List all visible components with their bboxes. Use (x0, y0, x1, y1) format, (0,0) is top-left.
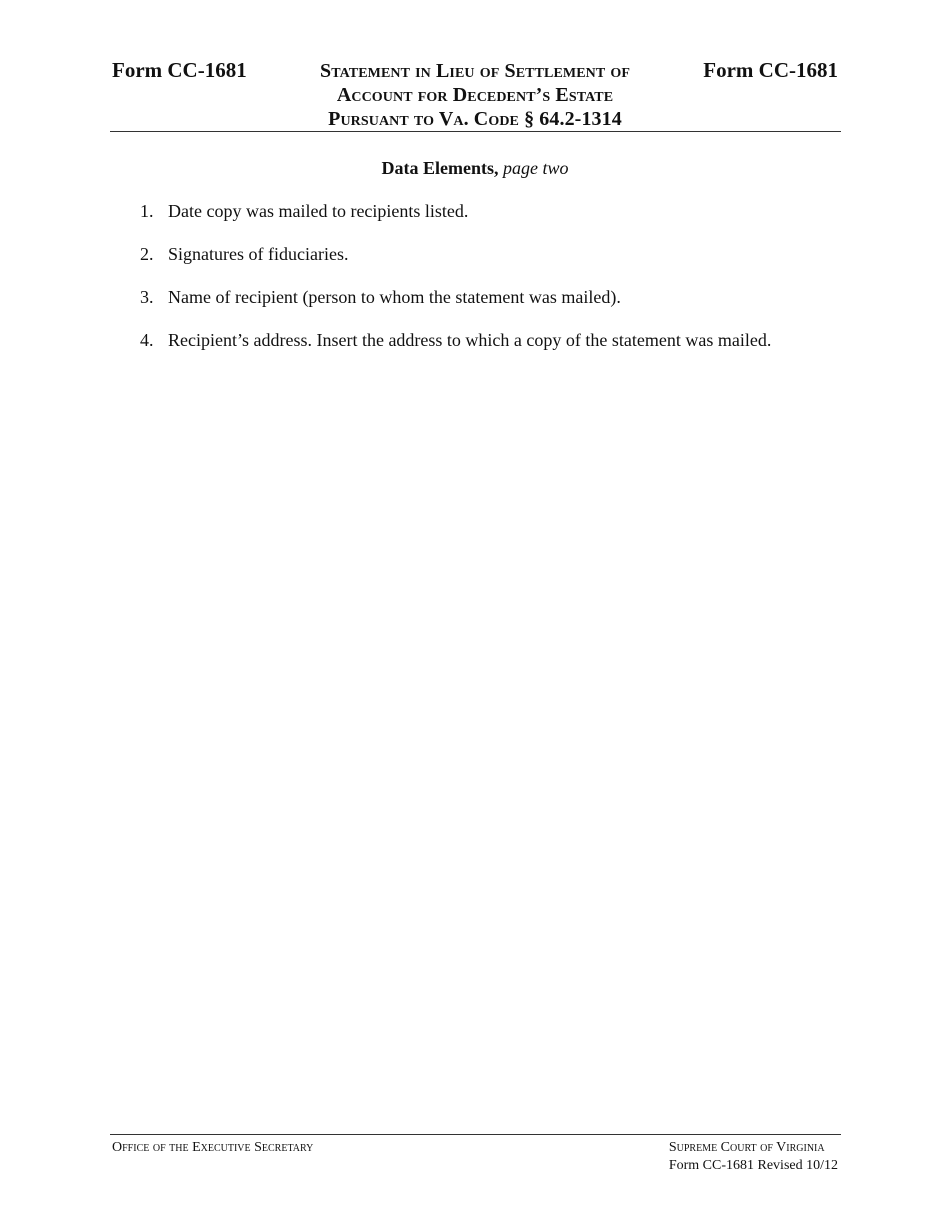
form-id-right: Form CC-1681 (703, 58, 838, 82)
form-title (270, 59, 680, 131)
form-title-line-2: Account for Decedent’s Estate (336, 84, 614, 106)
list-item-text: Name of recipient (person to whom the statement was mailed). (168, 287, 621, 307)
list-item-number: 4. (140, 330, 154, 350)
list-item-text: Date copy was mailed to recipients listed. (168, 201, 469, 221)
list-item-text: Signatures of fiduciaries. (168, 244, 349, 264)
footer-form-revision: Form CC-1681 Revised 10/12 (668, 1158, 838, 1173)
header-divider (110, 131, 841, 132)
form-id-left: Form CC-1681 (112, 58, 247, 82)
data-elements-list (140, 200, 840, 372)
list-item-number: 1. (140, 201, 154, 221)
footer-court-info (669, 1139, 838, 1175)
footer-court-name: Supreme Court of Virginia (668, 1140, 825, 1155)
list-item (140, 200, 840, 222)
list-item-number: 2. (140, 244, 154, 264)
list-item-number: 3. (140, 287, 154, 307)
form-title-line-3: Pursuant to Va. Code § 64.2-1314 (328, 108, 622, 130)
list-item (140, 329, 840, 351)
list-item-text: Recipient’s address. Insert the address to which a copy of the statement was mailed. (168, 330, 772, 350)
footer-divider (110, 1134, 841, 1135)
section-heading-italic: page two (502, 158, 569, 178)
list-item (140, 286, 840, 308)
list-item (140, 243, 840, 265)
form-title-line-1: Statement in Lieu of Settlement of (319, 60, 631, 82)
section-heading-bold: Data Elements, (381, 158, 499, 178)
footer-office: Office of the Executive Secretary (112, 1140, 314, 1155)
page-header (110, 55, 840, 131)
section-heading (0, 157, 950, 179)
